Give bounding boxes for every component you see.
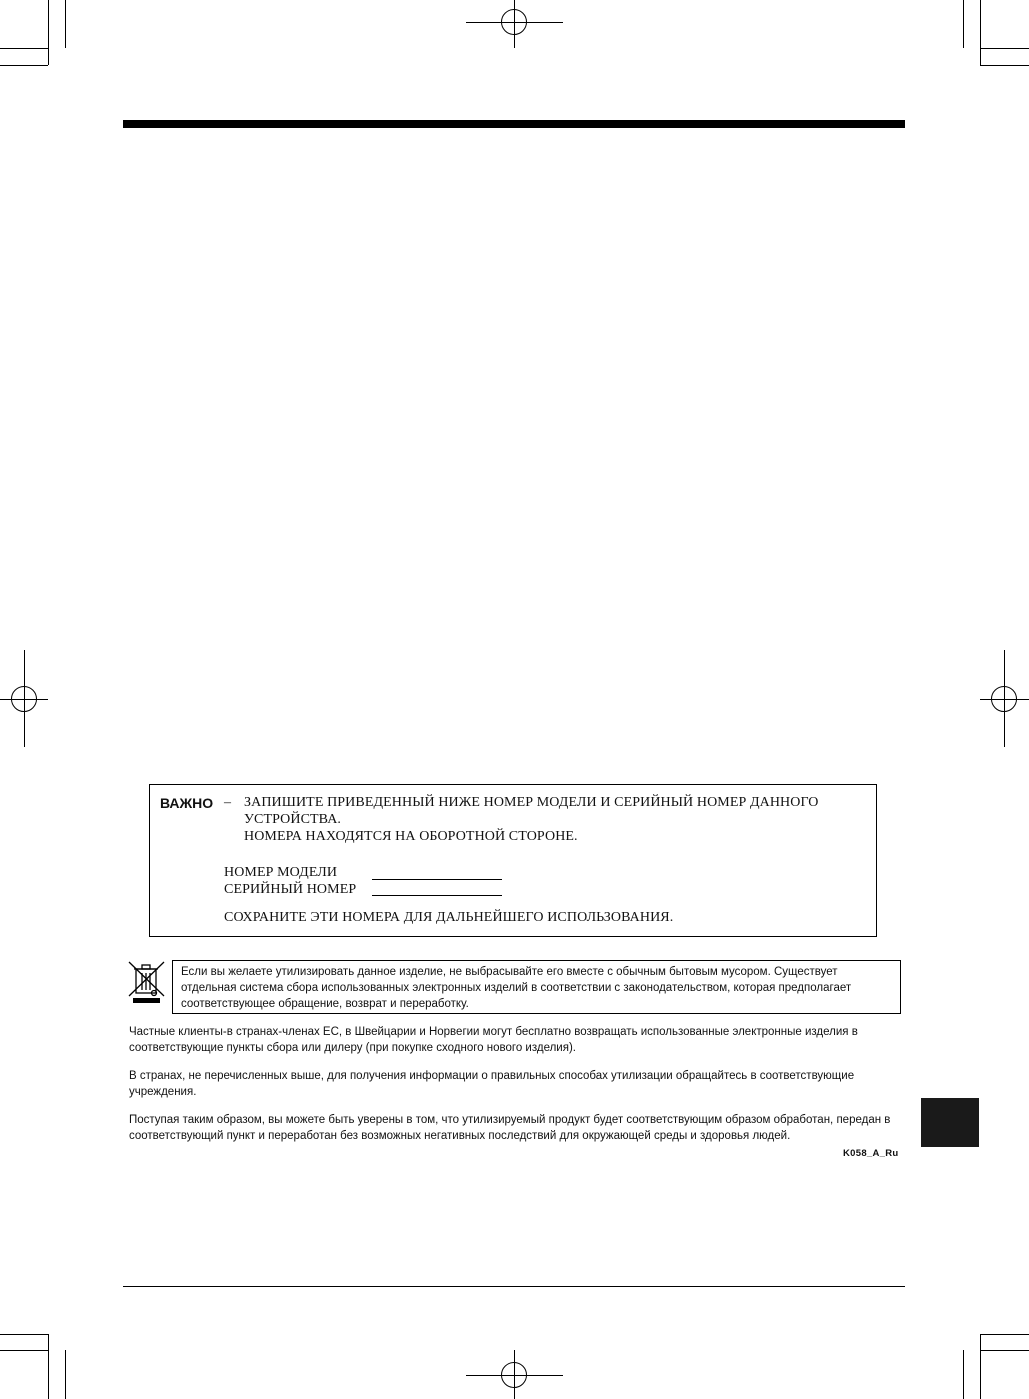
keep-numbers-note: СОХРАНИТЕ ЭТИ НОМЕРА ДЛЯ ДАЛЬНЕЙШЕГО ИСПОЛЬЗОВАНИЯ. bbox=[224, 910, 674, 925]
disposal-paragraph-3: Поступая таким образом, вы можете быть уверены в том, что утилизируемый продукт будет соответствующим образом обработан, передан в соответствующий пункт и переработан без возможных негативных последствий для окружающей среды и здоровья людей. bbox=[129, 1114, 891, 1142]
disposal-box-text: Если вы желаете утилизировать данное изделие, не выбрасывайте его вместе с обычным бытовым мусором. Существует отдельная система сбора использованных электронных изделий в соответствии с законодательством, которая предполагает соответствующее обращение, возврат и переработку. bbox=[181, 966, 852, 1010]
header-bar bbox=[123, 120, 905, 128]
serial-number-field[interactable] bbox=[372, 895, 502, 896]
important-notice-box bbox=[149, 784, 877, 937]
model-number-field[interactable] bbox=[372, 879, 502, 880]
important-line-1: ЗАПИШИТЕ ПРИВЕДЕННЫЙ НИЖЕ НОМЕР МОДЕЛИ И СЕРИЙНЫЙ НОМЕР ДАННОГО bbox=[244, 795, 819, 810]
important-line-2: УСТРОЙСТВА. bbox=[244, 812, 342, 827]
disposal-notice-box bbox=[172, 960, 901, 1014]
serial-number-label: СЕРИЙНЫЙ НОМЕР bbox=[224, 882, 357, 897]
model-number-label: НОМЕР МОДЕЛИ bbox=[224, 865, 338, 880]
important-label: ВАЖНО bbox=[160, 795, 214, 811]
footer-rule bbox=[123, 1286, 905, 1287]
disposal-paragraph-1: Частные клиенты-в странах-членах ЕС, в Швейцарии и Норвегии могут бесплатно возвращать использованные электронные изделия в соответствующие пункты сбора или дилеру (при покупке сходного нового изделия). bbox=[129, 1026, 858, 1054]
crossed-out-wheeled-bin-icon bbox=[127, 960, 167, 1004]
important-line-3: НОМЕРА НАХОДЯТСЯ НА ОБОРОТНОЙ СТОРОНЕ. bbox=[244, 829, 578, 844]
important-dash: – bbox=[224, 795, 232, 810]
section-tab bbox=[921, 1098, 979, 1147]
document-code: K058_A_Ru bbox=[843, 1148, 899, 1159]
disposal-paragraph-2: В странах, не перечисленных выше, для получения информации о правильных способах утилизации обращайтесь в соответствующие учреждения. bbox=[129, 1070, 855, 1098]
